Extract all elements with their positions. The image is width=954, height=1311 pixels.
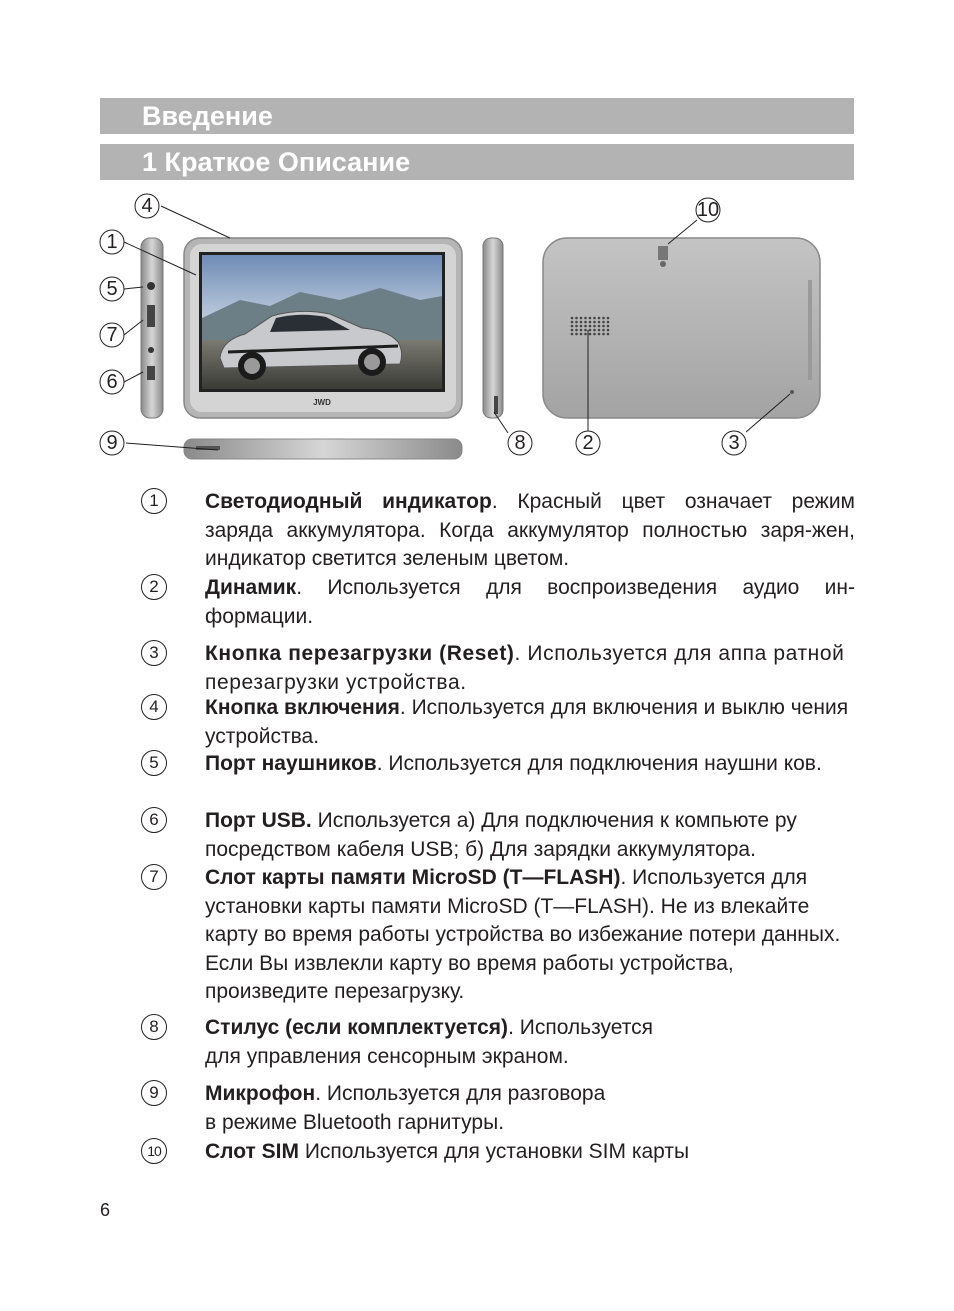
item-title: Стилус (если комплектуется) (205, 1016, 509, 1039)
item-text (205, 807, 855, 864)
item-number: 9 (141, 1080, 167, 1106)
item-text (205, 574, 855, 631)
callout-label: 8 (514, 432, 526, 454)
item-description: . Используется для аппа ратной перезагрузки устройства. (205, 642, 845, 694)
callout-label: 6 (106, 371, 118, 393)
callout-label: 5 (106, 278, 118, 300)
headphone-port-icon (147, 282, 155, 290)
item-number: 8 (141, 1014, 167, 1040)
section-title-bar (100, 98, 854, 134)
item-text (205, 640, 855, 697)
section-title: Введение (142, 101, 273, 131)
item-number: 5 (141, 750, 167, 776)
reset-button-icon (790, 390, 794, 394)
item-description: . Используется для установки карты памяти MicroSD (T—FLASH). Не из влекайте карту во время работы устройства во избежание потери данных. Если Вы извлекли карту во время работы устройства, произведите перезагрузку. (205, 866, 841, 1003)
item-number: 7 (141, 864, 167, 890)
usb-port-icon (147, 366, 155, 380)
item-description: . Используется для управления сенсорным экраном. (205, 1016, 654, 1068)
item-description: . Используется для воспроизведения аудио ин-формации. (205, 576, 855, 628)
item-description: . Красный цвет означает режим заряда аккумулятора. Когда аккумулятор полностью заря-жен, индикатор светится зеленым цветом. (205, 490, 855, 570)
item-number: 3 (141, 640, 167, 666)
page-number: 6 (100, 1200, 111, 1220)
device-diagram (0, 190, 954, 470)
item-text (205, 1014, 855, 1071)
item-text (205, 488, 855, 574)
item-number: 6 (141, 807, 167, 833)
callout-label: 9 (106, 432, 118, 454)
sim-slot-icon (658, 246, 668, 260)
item-text (205, 750, 855, 779)
device-side-right (483, 238, 503, 418)
device-front (184, 238, 462, 418)
callout-label: 4 (141, 195, 153, 217)
callout-label: 7 (106, 324, 118, 346)
item-number: 10 (141, 1138, 167, 1164)
item-description: . Используется для разговора в режиме Bluetooth гарнитуры. (205, 1082, 606, 1134)
item-description: Используется для установки SIM карты (299, 1140, 690, 1163)
item-title: Кнопка перезагрузки (Reset) (205, 642, 515, 665)
item-title: Порт наушников (205, 752, 377, 775)
item-title: Слот SIM (205, 1140, 299, 1163)
item-title: Микрофон (205, 1082, 316, 1105)
item-text (205, 1080, 855, 1137)
item-description: . Используется для подключения наушни ков. (376, 752, 822, 775)
item-title: Порт USB. (205, 809, 312, 832)
callout-label: 1 (106, 231, 118, 253)
item-title: Слот карты памяти MicroSD (T—FLASH) (205, 866, 621, 889)
item-title: Кнопка включения (205, 696, 400, 719)
subsection-title: 1 Краткое Описание (142, 147, 411, 177)
item-title: Динамик (205, 576, 297, 599)
item-number: 4 (141, 694, 167, 720)
item-text (205, 694, 855, 751)
device-back (543, 238, 820, 418)
item-description: . Используется для включения и выклю чения устройства. (205, 696, 849, 748)
device-side-left (141, 238, 163, 418)
callout-label: 2 (582, 432, 594, 454)
brand-logo: JWD (313, 398, 331, 407)
device-bottom (184, 439, 462, 459)
callout-label: 10 (696, 199, 720, 221)
item-text (205, 1138, 855, 1167)
item-number: 1 (141, 488, 167, 514)
item-description: Используется а) Для подключения к компьюте ру посредством кабеля USB; б) Для зарядки аккумулятора. (205, 809, 797, 861)
microsd-slot-icon (147, 305, 155, 327)
item-number: 2 (141, 574, 167, 600)
stylus-icon (494, 396, 498, 414)
item-title: Светодиодный индикатор (205, 490, 492, 513)
subsection-title-bar (100, 144, 854, 180)
callout-label: 3 (728, 432, 740, 454)
item-text (205, 864, 855, 1007)
